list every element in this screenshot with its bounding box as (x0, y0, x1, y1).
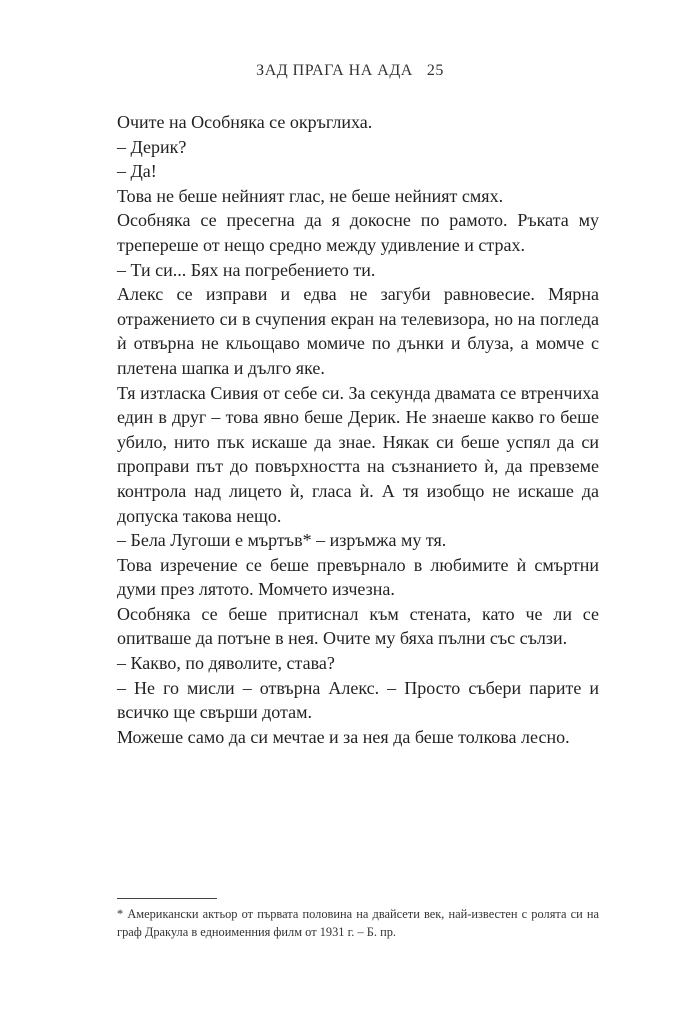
book-title: ЗАД ПРАГА НА АДА (256, 62, 413, 79)
running-header (0, 62, 700, 80)
paragraph: Това не беше нейният глас, не беше нейният смях. (117, 185, 504, 206)
paragraph: – Какво, по дяволите, става? (117, 653, 335, 674)
paragraph: Тя изтласка Сивия от себе си. За секунда двамата се втренчиха един в друг – това явно беше Дерик. Не знаеше какво го беше убило, нито пък искаше да знае. Някак си беше успял да си проправи път до повърхността на съзнанието ѝ, да превземе контрола над лицето ѝ, гласа ѝ. А тя изобщо не искаше да допуска такова нещо. (117, 382, 599, 526)
footnote-divider (117, 898, 217, 899)
paragraph: Особняка се беше притиснал към стената, като че ли се опитваше да потъне в нея. Очите му бяха пълни със сълзи. (117, 603, 599, 649)
footnote: * Американски актьор от първата половина на двайсети век, най-известен с ролята си на граф Дракула в едноименния филм от 1931 г. – Б. пр. (117, 907, 599, 939)
paragraph: – Не го мисли – отвърна Алекс. – Просто събери парите и всичко ще свърши дотам. (117, 677, 599, 723)
paragraph: Това изречение се беше превърнало в любимите ѝ смъртни думи през лятото. Момчето изчезна. (117, 554, 599, 600)
page-number: 25 (426, 62, 444, 79)
paragraph: Алекс се изправи и едва не загуби равновесие. Мярна отражението си в счупения екран на телевизора, но на погледа ѝ отвърна не кльощаво момиче по дънки и блуза, а момче с плетена шапка и дълго яке. (117, 284, 599, 378)
paragraph: Особняка се пресегна да я докосне по рамото. Ръката му трепереше от нещо средно между удивление и страх. (117, 210, 599, 255)
paragraph: – Да! (117, 161, 157, 182)
paragraph: – Бела Лугоши е мъртъв* – изръмжа му тя. (117, 530, 447, 551)
paragraph: Очите на Особняка се окръглиха. (117, 112, 373, 132)
paragraph: – Ти си... Бях на погребението ти. (117, 259, 376, 280)
paragraph: – Дерик? (117, 136, 187, 157)
paragraph: Можеше само да си мечтае и за нея да беше толкова лесно. (117, 726, 570, 747)
body-text (117, 110, 599, 749)
